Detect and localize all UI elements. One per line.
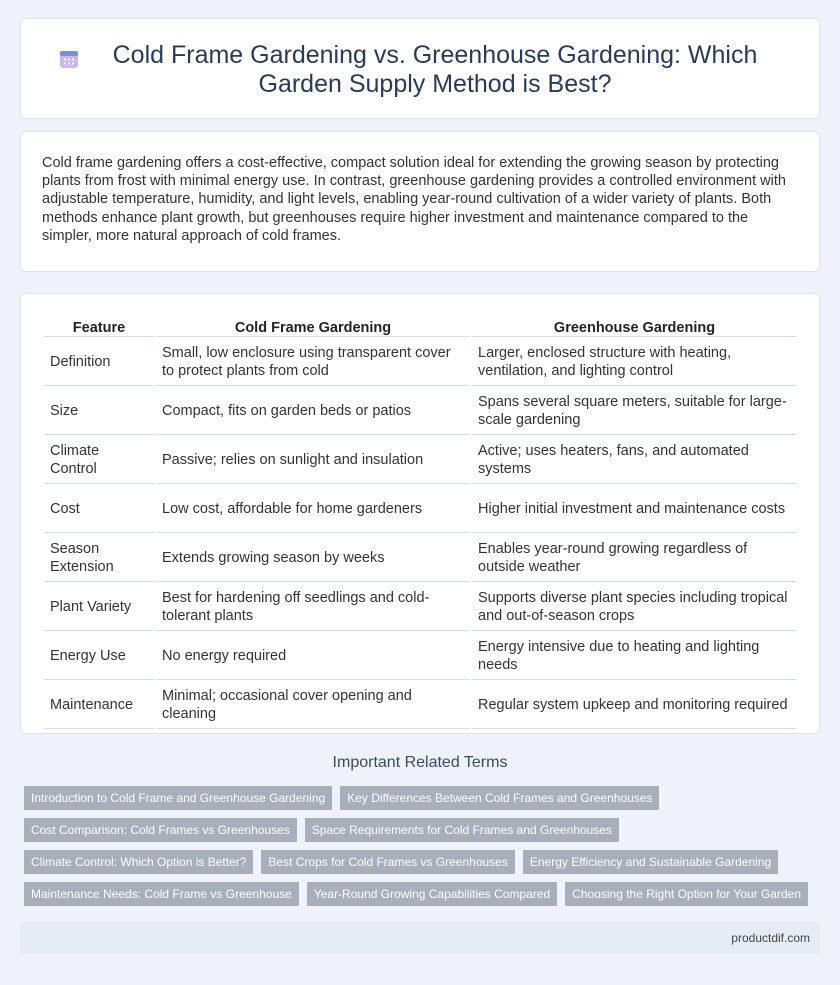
related-term-link[interactable]: Choosing the Right Option for Your Garden xyxy=(565,882,808,906)
page-title: Cold Frame Gardening vs. Greenhouse Gardening: Which Garden Supply Method is Best? xyxy=(112,41,758,98)
table-row xyxy=(44,485,797,533)
table-row xyxy=(44,338,797,386)
site-name[interactable]: productdif.com xyxy=(731,931,810,945)
table-header-row xyxy=(44,317,797,337)
related-terms xyxy=(24,786,814,914)
term-row xyxy=(24,786,814,810)
greenhouse-cell: Higher initial investment and maintenance costs xyxy=(472,485,797,533)
feature-cell: Cost xyxy=(44,485,154,533)
related-term-link[interactable]: Energy Efficiency and Sustainable Gardening xyxy=(523,850,778,874)
related-term-link[interactable]: Year-Round Growing Capabilities Compared xyxy=(307,882,557,906)
greenhouse-cell: Spans several square meters, suitable for large-scale gardening xyxy=(472,387,797,435)
summary-text: Cold frame gardening offers a cost-effective, compact solution ideal for extending the growing season by protecting plants from frost with minimal energy use. In contrast, greenhouse gardening provides a controlled environment with adjustable temperature, humidity, and light levels, enabling year-round cultivation of a wider variety of plants. Both methods enhance plant growth, but greenhouses require higher investment and maintenance compared to the simpler, more natural approach of cold frames. xyxy=(42,155,786,244)
cold-frame-cell: Compact, fits on garden beds or patios xyxy=(156,387,470,435)
cold-frame-cell: Small, low enclosure using transparent cover to protect plants from cold xyxy=(156,338,470,386)
feature-cell: Season Extension xyxy=(44,534,154,582)
table-row xyxy=(44,583,797,631)
term-row xyxy=(24,818,814,842)
greenhouse-cell: Enables year-round growing regardless of outside weather xyxy=(472,534,797,582)
feature-cell: Climate Control xyxy=(44,436,154,484)
greenhouse-cell: Active; uses heaters, fans, and automated systems xyxy=(472,436,797,484)
feature-cell: Definition xyxy=(44,338,154,386)
table-row xyxy=(44,534,797,582)
cold-frame-cell: Passive; relies on sunlight and insulation xyxy=(156,436,470,484)
cold-frame-cell: No energy required xyxy=(156,632,470,680)
table-row xyxy=(44,681,797,729)
feature-cell: Energy Use xyxy=(44,632,154,680)
cold-frame-cell: Extends growing season by weeks xyxy=(156,534,470,582)
term-row xyxy=(24,850,814,874)
related-term-link[interactable]: Maintenance Needs: Cold Frame vs Greenhouse xyxy=(24,882,299,906)
cold-frame-cell: Low cost, affordable for home gardeners xyxy=(156,485,470,533)
header-feature: Feature xyxy=(44,317,154,337)
greenhouse-cell: Larger, enclosed structure with heating, ventilation, and lighting control xyxy=(472,338,797,386)
cold-frame-cell: Minimal; occasional cover opening and cleaning xyxy=(156,681,470,729)
feature-cell: Plant Variety xyxy=(44,583,154,631)
feature-cell: Size xyxy=(44,387,154,435)
footer xyxy=(20,922,820,954)
summary-card xyxy=(20,131,820,272)
comparison-table xyxy=(42,316,799,730)
cold-frame-cell: Best for hardening off seedlings and cold-tolerant plants xyxy=(156,583,470,631)
greenhouse-cell: Energy intensive due to heating and lighting needs xyxy=(472,632,797,680)
header-greenhouse: Greenhouse Gardening xyxy=(472,317,797,337)
comparison-table-card xyxy=(20,293,820,734)
table-row xyxy=(44,387,797,435)
related-term-link[interactable]: Climate Control: Which Option is Better? xyxy=(24,850,253,874)
related-term-link[interactable]: Best Crops for Cold Frames vs Greenhouses xyxy=(261,850,514,874)
table-row xyxy=(44,436,797,484)
related-term-link[interactable]: Introduction to Cold Frame and Greenhouse Gardening xyxy=(24,786,332,810)
feature-cell: Maintenance xyxy=(44,681,154,729)
related-term-link[interactable]: Space Requirements for Cold Frames and Greenhouses xyxy=(305,818,619,842)
greenhouse-cell: Regular system upkeep and monitoring required xyxy=(472,681,797,729)
greenhouse-cell: Supports diverse plant species including tropical and out-of-season crops xyxy=(472,583,797,631)
header-cold-frame: Cold Frame Gardening xyxy=(156,317,470,337)
term-row xyxy=(24,882,814,906)
related-terms-title: Important Related Terms xyxy=(332,754,508,771)
table-row xyxy=(44,632,797,680)
related-term-link[interactable]: Key Differences Between Cold Frames and Greenhouses xyxy=(340,786,659,810)
related-term-link[interactable]: Cost Comparison: Cold Frames vs Greenhouses xyxy=(24,818,297,842)
header-card xyxy=(20,18,820,119)
